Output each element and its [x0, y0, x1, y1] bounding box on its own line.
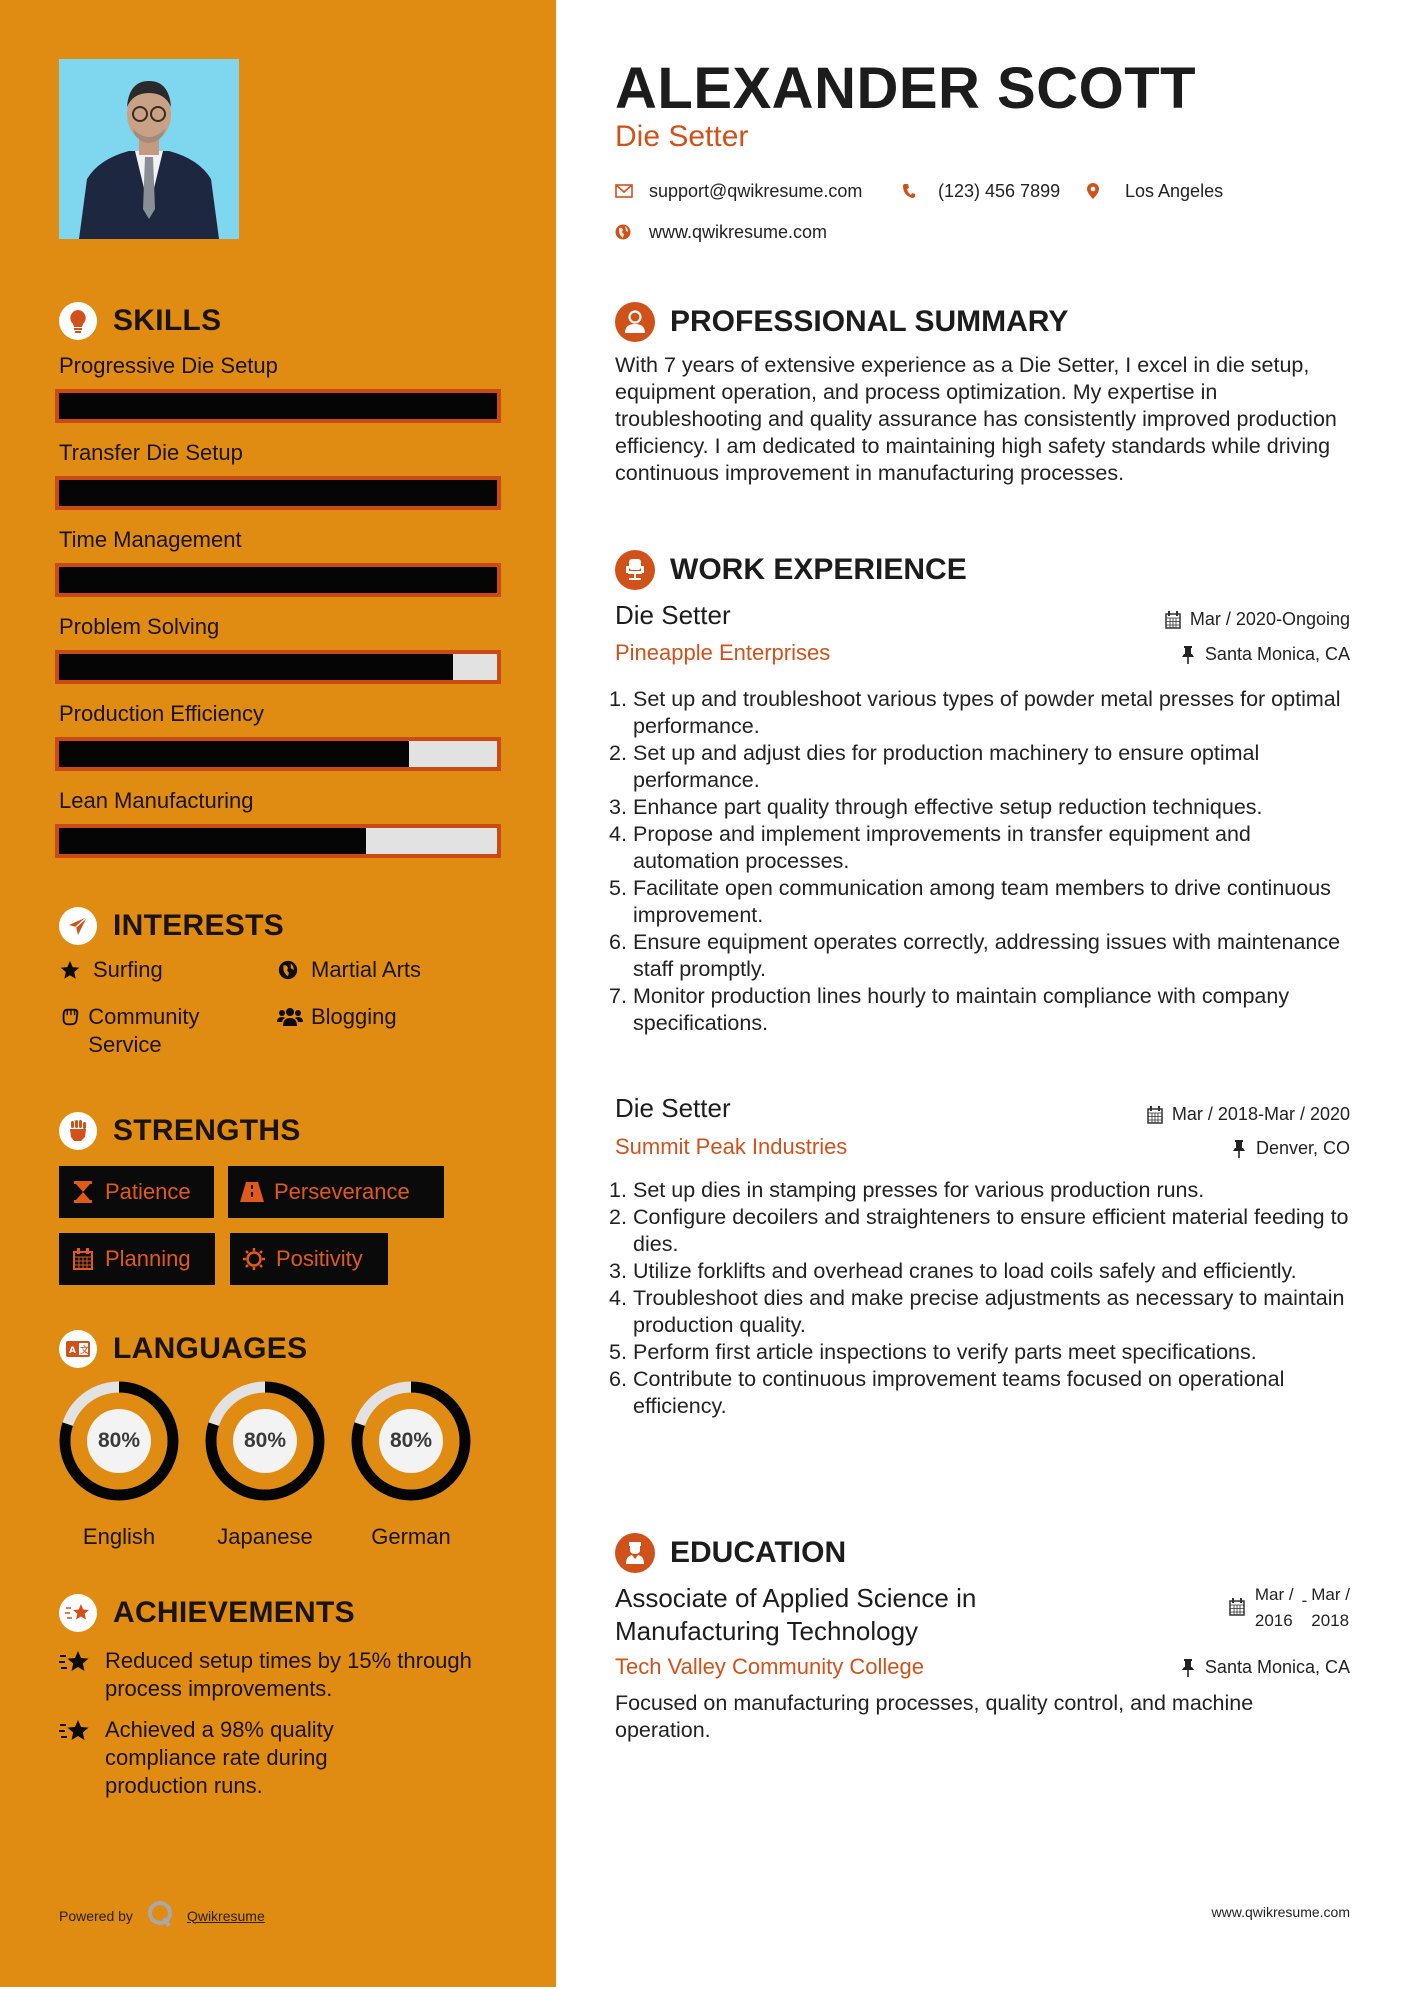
education-location-text: Santa Monica, CA — [1204, 1657, 1350, 1677]
website-text[interactable]: www.qwikresume.com — [649, 221, 828, 242]
end-year: 2018 — [1311, 1611, 1350, 1630]
qwikresume-logo-icon — [147, 1900, 173, 1931]
skill-bar-fill — [59, 741, 409, 767]
education-description: Focused on manufacturing processes, quality control, and machine operation. — [615, 1691, 1254, 1742]
star-icon — [59, 956, 89, 984]
sun-icon — [242, 1247, 266, 1271]
duty-item: Facilitate open communication among team members to drive continuous improvement. — [633, 876, 1331, 927]
language-name: Japanese — [217, 1524, 313, 1549]
education-dates — [1229, 1582, 1350, 1634]
strength-badge — [59, 1233, 215, 1285]
users-icon — [277, 1003, 307, 1031]
candidate-title: Die Setter — [615, 120, 749, 153]
achievements-title: ACHIEVEMENTS — [113, 1596, 355, 1629]
pushpin-icon — [1179, 646, 1197, 664]
translate-icon — [59, 1330, 97, 1368]
pushpin-icon — [1179, 1659, 1197, 1677]
interest-label: Martial Arts — [311, 957, 422, 982]
phone-icon — [902, 180, 922, 202]
pushpin-icon — [1230, 1140, 1248, 1158]
skill-bar-fill — [59, 654, 453, 680]
job-dates-text: Mar / 2018-Mar / 2020 — [1171, 1104, 1350, 1124]
contact-email — [615, 180, 862, 202]
job-duties-list — [615, 1177, 1360, 1420]
globe-icon — [277, 956, 307, 984]
main-content — [556, 0, 1407, 1987]
skills-title: SKILLS — [113, 304, 222, 337]
skill-label: Lean Manufacturing — [59, 788, 254, 813]
duty-item: Configure decoilers and straighteners to ensure efficient material feeding to dies. — [633, 1205, 1349, 1256]
contact-website — [615, 221, 827, 243]
calendar-icon — [1164, 611, 1182, 629]
language-percent: 80% — [97, 1429, 141, 1452]
duty-item: Contribute to continuous improvement teams focused on operational efficiency. — [633, 1367, 1285, 1418]
interest-item — [277, 956, 421, 984]
strength-badge — [228, 1166, 444, 1218]
footer-website[interactable]: www.qwikresume.com — [1211, 1904, 1350, 1920]
interests-header — [59, 907, 284, 945]
language-item — [350, 1380, 472, 1550]
duty-item: Troubleshoot dies and make precise adjustments as necessary to maintain production quality. — [633, 1286, 1345, 1337]
strength-label: Perseverance — [274, 1179, 410, 1204]
duty-item: Perform first article inspections to verify parts meet specifications. — [633, 1340, 1257, 1364]
graduate-icon — [615, 1533, 655, 1573]
strength-label: Planning — [105, 1246, 191, 1271]
job-location — [1179, 644, 1350, 665]
company-name: Pineapple Enterprises — [615, 640, 831, 665]
language-percent: 80% — [243, 1429, 287, 1452]
svg-text:A: A — [69, 1346, 76, 1356]
language-progress-ring — [350, 1380, 472, 1502]
phone-text[interactable]: (123) 456 7899 — [938, 180, 1061, 201]
duty-item: Propose and implement improvements in transfer equipment and automation processes. — [633, 822, 1251, 873]
user-icon — [615, 302, 655, 342]
skill-item — [59, 699, 501, 771]
skill-bar — [55, 563, 501, 597]
strength-badge — [59, 1166, 214, 1218]
skill-item — [59, 525, 501, 597]
road-icon — [240, 1180, 264, 1204]
education-header — [615, 1533, 846, 1573]
job-dates — [1146, 1104, 1350, 1125]
powered-by-label: Powered by — [59, 1907, 133, 1924]
language-item — [58, 1380, 180, 1550]
shooting-star-icon — [59, 1594, 97, 1632]
duty-item: Monitor production lines hourly to maintain compliance with company specifications. — [633, 984, 1290, 1035]
calendar-icon — [71, 1247, 95, 1271]
sidebar — [0, 0, 556, 1987]
summary-title: PROFESSIONAL SUMMARY — [670, 305, 1069, 338]
skill-bar-fill — [59, 567, 497, 593]
achievement-text: Reduced setup times by 15% through process improvements. — [105, 1648, 472, 1701]
job-duties-list — [615, 686, 1360, 1037]
skill-label: Transfer Die Setup — [59, 440, 243, 465]
profile-photo — [59, 59, 239, 239]
powered-by — [59, 1900, 265, 1931]
skill-item — [59, 612, 501, 684]
skills-header — [59, 302, 221, 340]
achievements-header — [59, 1594, 355, 1632]
achievement-text: Achieved a 98% quality compliance rate during production runs. — [105, 1717, 334, 1798]
language-name: English — [82, 1524, 156, 1549]
skill-item — [59, 351, 501, 423]
envelope-icon — [615, 180, 637, 202]
job-location-text: Denver, CO — [1255, 1138, 1350, 1158]
experience-header — [615, 550, 967, 590]
fist-icon — [59, 1112, 97, 1150]
languages-title: LANGUAGES — [113, 1332, 308, 1365]
office-chair-icon — [615, 550, 655, 590]
start-year: 2016 — [1254, 1611, 1293, 1630]
job-title: Die Setter — [615, 1093, 731, 1123]
degree-name: Associate of Applied Science in Manufacturing Technology — [615, 1583, 977, 1646]
skill-bar-fill — [59, 393, 497, 419]
job-dates — [1164, 609, 1350, 630]
strength-label: Positivity — [276, 1246, 363, 1271]
skill-item — [59, 786, 501, 858]
calendar-icon — [1146, 1106, 1164, 1124]
duty-item: Set up and adjust dies for production machinery to ensure optimal performance. — [633, 741, 1260, 792]
hourglass-icon — [71, 1180, 95, 1204]
job-title: Die Setter — [615, 600, 731, 630]
achievement-item — [59, 1716, 499, 1800]
education-start-date — [1255, 1582, 1294, 1634]
skill-label: Problem Solving — [59, 614, 220, 639]
strengths-header — [59, 1112, 301, 1150]
contact-location — [1087, 180, 1223, 202]
interest-label: Blogging — [311, 1004, 397, 1029]
company-name: Summit Peak Industries — [615, 1134, 848, 1159]
interest-item — [59, 1003, 249, 1059]
skill-bar — [55, 476, 501, 510]
calendar-icon — [1229, 1598, 1247, 1616]
skill-bar — [55, 650, 501, 684]
duty-item: Enhance part quality through effective setup reduction techniques. — [633, 795, 1263, 819]
end-month: Mar / — [1311, 1585, 1350, 1604]
email-text[interactable]: support@qwikresume.com — [649, 180, 863, 201]
duty-item: Utilize forklifts and overhead cranes to load coils safely and efficiently. — [633, 1259, 1297, 1283]
language-progress-ring — [204, 1380, 326, 1502]
experience-title: WORK EXPERIENCE — [670, 553, 967, 586]
job-location-text: Santa Monica, CA — [1204, 644, 1350, 664]
duty-item: Set up dies in stamping presses for various production runs. — [633, 1178, 1205, 1202]
language-item — [204, 1380, 326, 1550]
language-percent: 80% — [389, 1429, 433, 1452]
start-month: Mar / — [1254, 1585, 1294, 1604]
globe-icon — [615, 221, 637, 243]
paper-plane-icon — [59, 907, 97, 945]
language-name: German — [371, 1524, 451, 1549]
school-name: Tech Valley Community College — [615, 1654, 924, 1679]
contact-phone — [902, 180, 1060, 202]
interest-label: Surfing — [93, 957, 163, 982]
svg-text:文: 文 — [80, 1346, 90, 1356]
skill-bar — [55, 737, 501, 771]
strength-label: Patience — [105, 1179, 191, 1204]
hand-icon — [59, 1003, 84, 1031]
strengths-title: STRENGTHS — [113, 1114, 301, 1147]
candidate-name: ALEXANDER SCOTT — [615, 56, 1197, 121]
languages-header — [59, 1330, 307, 1368]
duty-item: Ensure equipment operates correctly, addressing issues with maintenance staff promptly. — [633, 930, 1341, 981]
skill-bar — [55, 389, 501, 423]
interest-label: Community Service — [88, 1004, 200, 1057]
skill-bar — [55, 824, 501, 858]
language-progress-ring — [58, 1380, 180, 1502]
skill-item — [59, 438, 501, 510]
job-dates-text: Mar / 2020-Ongoing — [1189, 609, 1350, 629]
summary-text: With 7 years of extensive experience as a Die Setter, I excel in die setup, equipment operation, and process optimization. My expertise in troubleshooting and quality assurance has consistently improved production efficiency. I am dedicated to maintaining high safety standards while driving continuous improvement in manufacturing processes. — [615, 353, 1337, 485]
map-pin-icon — [1087, 180, 1107, 202]
skill-bar-fill — [59, 828, 366, 854]
lightbulb-icon — [59, 302, 97, 340]
location-text: Los Angeles — [1125, 180, 1224, 201]
achievement-item — [59, 1647, 499, 1703]
summary-header — [615, 302, 1068, 342]
duty-item: Set up and troubleshoot various types of powder metal presses for optimal performance. — [633, 687, 1341, 738]
date-separator: - — [1301, 1591, 1308, 1610]
education-end-date — [1311, 1582, 1350, 1634]
education-location — [1179, 1657, 1350, 1678]
skill-label: Time Management — [59, 527, 242, 552]
skill-bar-fill — [59, 480, 497, 506]
shooting-star-icon — [59, 1649, 105, 1679]
skill-label: Production Efficiency — [59, 701, 265, 726]
skill-label: Progressive Die Setup — [59, 353, 278, 378]
interest-item — [59, 956, 163, 984]
education-title: EDUCATION — [670, 1536, 847, 1569]
interest-item — [277, 1003, 397, 1031]
qwikresume-link[interactable]: Qwikresume — [186, 1907, 265, 1924]
shooting-star-icon — [59, 1718, 105, 1748]
job-location — [1230, 1138, 1350, 1159]
strength-badge — [230, 1233, 388, 1285]
interests-title: INTERESTS — [113, 909, 285, 942]
